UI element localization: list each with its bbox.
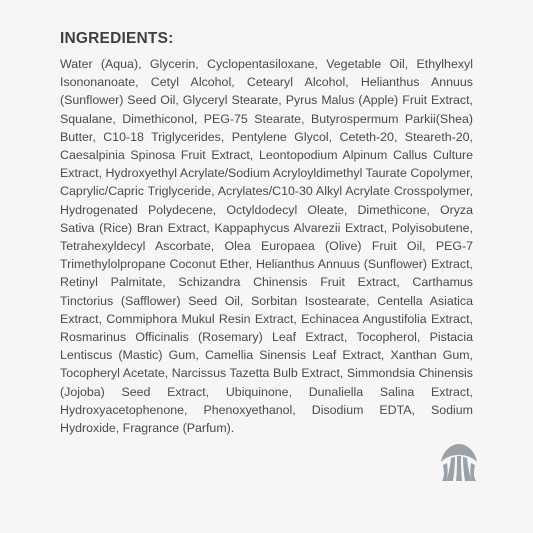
ingredients-list: Water (Aqua), Glycerin, Cyclopentasiloxane, Vegetable Oil, Ethylhexyl Isononanoate, Cetyl Alcohol, Cetearyl Alcohol, Helianthus Annuus (Sunflower) Seed Oil, Glyceryl Stearate, Pyrus Malus (Apple) Fruit Extract, Squalane, Dimethiconol, PEG-75 Stearate, Butyrospermum Parkii(Shea) Butter, C10-18 Triglycerides, Pentylene Glycol, Ceteth-20, Steareth-20, Caesalpinia Spinosa Fruit Extract, Leontopodium Alpinum Callus Culture Extract, Hydroxyethyl Acrylate/Sodium Acryloyldimethyl Taurate Copolymer, Caprylic/Capric Triglyceride, Acrylates/C10-30 Alkyl Acrylate Crosspolymer, Hydrogenated Polydecene, Octyldodecyl Oleate, Dimethicone, Oryza Sativa (Rice) Bran Extract, Kappaphycus Alvarezii Extract, Polyisobutene, Tetrahexyldecyl Ascorbate, Olea Europaea (Olive) Fruit Oil, PEG-7 Trimethylolpropane Coconut Ether, Helianthus Annuus (Sunflower) Extract, Retinyl Palmitate, Schizandra Chinensis Fruit Extract, Carthamus Tinctorius (Safflower) Seed Oil, Sorbitan Isostearate, Centella Asiatica Extract, Commiphora Mukul Resin Extract, Echinacea Angustifolia Extract, Rosmarinus Officinalis (Rosemary) Leaf Extract, Tocopherol, Pistacia Lentiscus (Mastic) Gum, Camellia Sinensis Leaf Extract, Xanthan Gum, Tocopheryl Acetate, Narcissus Tazetta Bulb Extract, Simmondsia Chinensis (Jojoba) Seed Extract, Ubiquinone, Dunaliella Salina Extract, Hydroxyacetophenone, Phenoxyethanol, Disodium EDTA, Sodium Hydroxide, Fragrance (Parfum). bbox=[60, 57, 473, 436]
ingredients-heading: INGREDIENTS: bbox=[60, 30, 174, 47]
brand-logo-icon bbox=[437, 441, 481, 485]
